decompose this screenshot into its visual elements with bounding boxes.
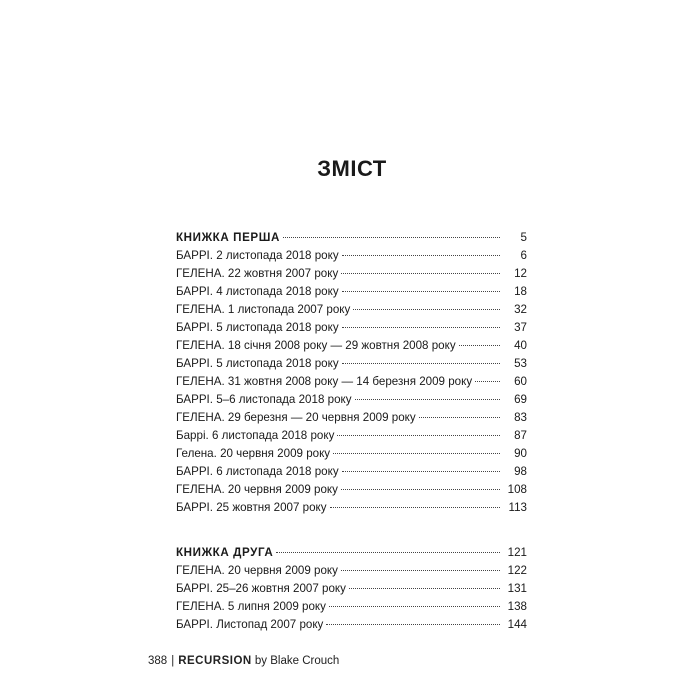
toc-entry bbox=[176, 618, 527, 636]
footer-page-number: 388 bbox=[148, 655, 168, 667]
toc-page-number: 60 bbox=[514, 375, 527, 388]
toc-entry bbox=[176, 483, 527, 501]
toc-heading-label: КНИЖКА ДРУГА bbox=[176, 546, 274, 559]
toc-page-number: 40 bbox=[514, 339, 527, 352]
toc-entry-label: БАРРІ. 5 листопада 2018 року bbox=[176, 357, 339, 370]
toc-entry-label: БАРРІ. 5–6 листопада 2018 року bbox=[176, 393, 352, 406]
toc-entry bbox=[176, 564, 527, 582]
dot-leader bbox=[355, 399, 500, 400]
toc-page-number: 138 bbox=[507, 600, 527, 613]
toc-entry bbox=[176, 249, 527, 267]
dot-leader bbox=[342, 327, 500, 328]
dot-leader bbox=[342, 363, 500, 364]
toc-entry bbox=[176, 411, 527, 429]
toc-entry bbox=[176, 582, 527, 600]
toc-entry-label: ГЕЛЕНА. 29 березня — 20 червня 2009 року bbox=[176, 411, 416, 424]
toc-page-number: 83 bbox=[514, 411, 527, 424]
toc-page-number: 122 bbox=[507, 564, 527, 577]
toc-page-number: 87 bbox=[514, 429, 527, 442]
toc-page-number: 144 bbox=[507, 618, 527, 631]
dot-leader bbox=[342, 291, 500, 292]
toc-page-number: 121 bbox=[507, 546, 527, 559]
toc-entry bbox=[176, 285, 527, 303]
toc-entry-label: ГЕЛЕНА. 18 січня 2008 року — 29 жовтня 2008 року bbox=[176, 339, 456, 352]
toc-page-number: 69 bbox=[514, 393, 527, 406]
toc-entry bbox=[176, 321, 527, 339]
dot-leader bbox=[333, 453, 500, 454]
toc-entry bbox=[176, 429, 527, 447]
toc-page-number: 12 bbox=[514, 267, 527, 280]
dot-leader bbox=[342, 471, 500, 472]
toc-entry-label: ГЕЛЕНА. 20 червня 2009 року bbox=[176, 564, 338, 577]
toc-page-number: 131 bbox=[507, 582, 527, 595]
toc-entry bbox=[176, 393, 527, 411]
page-title: ЗМІСТ bbox=[317, 156, 387, 181]
toc-page-number: 113 bbox=[508, 501, 527, 514]
toc-part-one bbox=[176, 231, 527, 519]
toc-entry-label: ГЕЛЕНА. 31 жовтня 2008 року — 14 березня 2009 року bbox=[176, 375, 473, 388]
toc-heading-row bbox=[176, 546, 527, 564]
toc-entry bbox=[176, 357, 527, 375]
toc-page-number: 98 bbox=[514, 465, 527, 478]
toc-page-number: 5 bbox=[520, 231, 527, 244]
toc-entry bbox=[176, 267, 527, 285]
dot-leader bbox=[341, 570, 500, 571]
toc-entry bbox=[176, 339, 527, 357]
dot-leader bbox=[419, 417, 500, 418]
toc-entry-label: Баррі. 6 листопада 2018 року bbox=[176, 429, 335, 442]
dot-leader bbox=[349, 588, 500, 589]
toc-entry bbox=[176, 303, 527, 321]
toc-heading-row bbox=[176, 231, 527, 249]
toc-heading-label: КНИЖКА ПЕРША bbox=[176, 231, 280, 244]
toc-page-number: 53 bbox=[514, 357, 527, 370]
toc-entry-label: БАРРІ. 5 листопада 2018 року bbox=[176, 321, 339, 334]
toc-entry bbox=[176, 447, 527, 465]
dot-leader bbox=[283, 237, 500, 238]
footer-byline: by Blake Crouch bbox=[254, 655, 340, 667]
toc-entry-label: БАРРІ. 6 листопада 2018 року bbox=[176, 465, 339, 478]
dot-leader bbox=[342, 255, 500, 256]
toc-entry-label: БАРРІ. 4 листопада 2018 року bbox=[176, 285, 339, 298]
dot-leader bbox=[459, 345, 500, 346]
toc-entry bbox=[176, 465, 527, 483]
toc-entry-label: ГЕЛЕНА. 1 листопада 2007 року bbox=[176, 303, 351, 316]
dot-leader bbox=[337, 435, 500, 436]
toc-entry bbox=[176, 600, 527, 618]
dot-leader bbox=[341, 273, 500, 274]
toc-page-number: 32 bbox=[514, 303, 527, 316]
toc-page-number: 90 bbox=[514, 447, 527, 460]
toc-entry bbox=[176, 375, 527, 393]
footer-separator: | bbox=[171, 655, 175, 667]
dot-leader bbox=[276, 552, 500, 553]
toc-entry-label: ГЕЛЕНА. 20 червня 2009 року bbox=[176, 483, 338, 496]
dot-leader bbox=[341, 489, 500, 490]
dot-leader bbox=[329, 606, 500, 607]
toc-entry bbox=[176, 501, 527, 519]
toc-entry-label: БАРРІ. 25–26 жовтня 2007 року bbox=[176, 582, 346, 595]
dot-leader bbox=[326, 624, 500, 625]
toc-page-number: 108 bbox=[507, 483, 527, 496]
dot-leader bbox=[475, 381, 500, 382]
toc-entry-label: ГЕЛЕНА. 5 липня 2009 року bbox=[176, 600, 326, 613]
toc-part-two bbox=[176, 546, 527, 636]
toc-entry-label: Гелена. 20 червня 2009 року bbox=[176, 447, 331, 460]
toc-entry-label: БАРРІ. Листопад 2007 року bbox=[176, 618, 324, 631]
toc-page-number: 18 bbox=[514, 285, 527, 298]
dot-leader bbox=[353, 309, 500, 310]
toc-entry-label: ГЕЛЕНА. 22 жовтня 2007 року bbox=[176, 267, 339, 280]
page-footer bbox=[148, 655, 339, 667]
toc-page-number: 6 bbox=[520, 249, 527, 262]
toc-page-number: 37 bbox=[514, 321, 527, 334]
footer-book-title: RECURSION bbox=[178, 655, 252, 667]
dot-leader bbox=[330, 507, 500, 508]
toc-entry-label: БАРРІ. 25 жовтня 2007 року bbox=[176, 501, 327, 514]
toc-entry-label: БАРРІ. 2 листопада 2018 року bbox=[176, 249, 339, 262]
